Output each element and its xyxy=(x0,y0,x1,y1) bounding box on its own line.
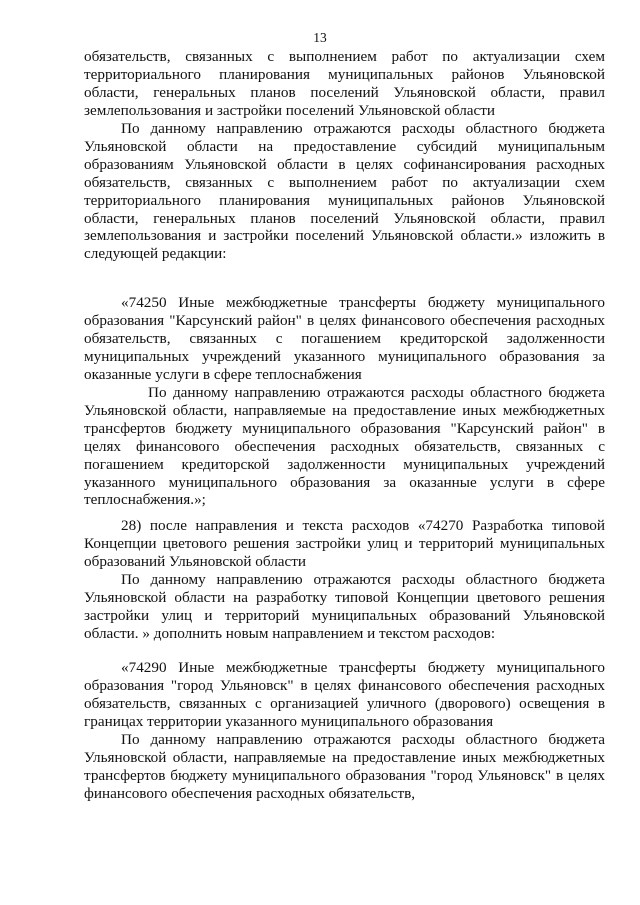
paragraph-74290-description: По данному направлению отражаются расходы областного бюджета Ульяновской области, направляемые на предоставление иных межбюджетных трансфертов бюджету муниципального образования "город Ульяновск" в целях финансового обеспечения расходных обязательств, xyxy=(84,731,605,802)
paragraph-item-28: 28) после направления и текста расходов «74270 Разработка типовой Концепции цветового решения застройки улиц и территорий муниципальных образований Ульяновской области xyxy=(84,517,605,570)
paragraph-continuation: обязательств, связанных с выполнением работ по актуализации схем территориального планирования муниципальных районов Ульяновской области, генеральных планов поселений Ульяновской области, правил землепользования и застройки поселений Ульяновской области xyxy=(84,48,605,119)
paragraph-direction-description: По данному направлению отражаются расходы областного бюджета Ульяновской области на предоставление субсидий муниципальным образованиям Ульяновской области в целях софинансирования расходных обязательств, связанных с выполнением работ по актуализации схем территориального планирования муниципальных районов Ульяновской области, генеральных планов поселений Ульяновской области, правил землепользования и застройки поселений Ульяновской области.» изложить в следующей редакции: xyxy=(84,120,605,263)
paragraph-74250-description: По данному направлению отражаются расходы областного бюджета Ульяновской области, направляемые на предоставление иных межбюджетных трансфертов бюджету муниципального образования "Карсунский район" в целях финансового обеспечения расходных обязательств, связанных с погашением кредиторской задолженности муниципальных учреждений указанного муниципального образования за оказанные услуги в сфере теплоснабжения.»; xyxy=(84,384,605,509)
paragraph-74270-description: По данному направлению отражаются расходы областного бюджета Ульяновской области на разработку типовой Концепции цветового решения застройки улиц и территорий муниципальных образований Ульяновской области. » дополнить новым направлением и текстом расходов: xyxy=(84,571,605,642)
page-number: 13 xyxy=(313,30,327,45)
paragraph-74290-title: «74290 Иные межбюджетные трансферты бюджету муниципального образования "город Ульяновск" в целях финансового обеспечения расходных обязательств, связанных с организацией уличного (дворового) освещения в границах территории указанного муниципального образования xyxy=(84,659,605,730)
paragraph-74250-title: «74250 Иные межбюджетные трансферты бюджету муниципального образования "Карсунский район" в целях финансового обеспечения расходных обязательств, связанных с погашением кредиторской задолженности муниципальных учреждений указанного муниципального образования за оказанные услуги в сфере теплоснабжения xyxy=(84,294,605,383)
